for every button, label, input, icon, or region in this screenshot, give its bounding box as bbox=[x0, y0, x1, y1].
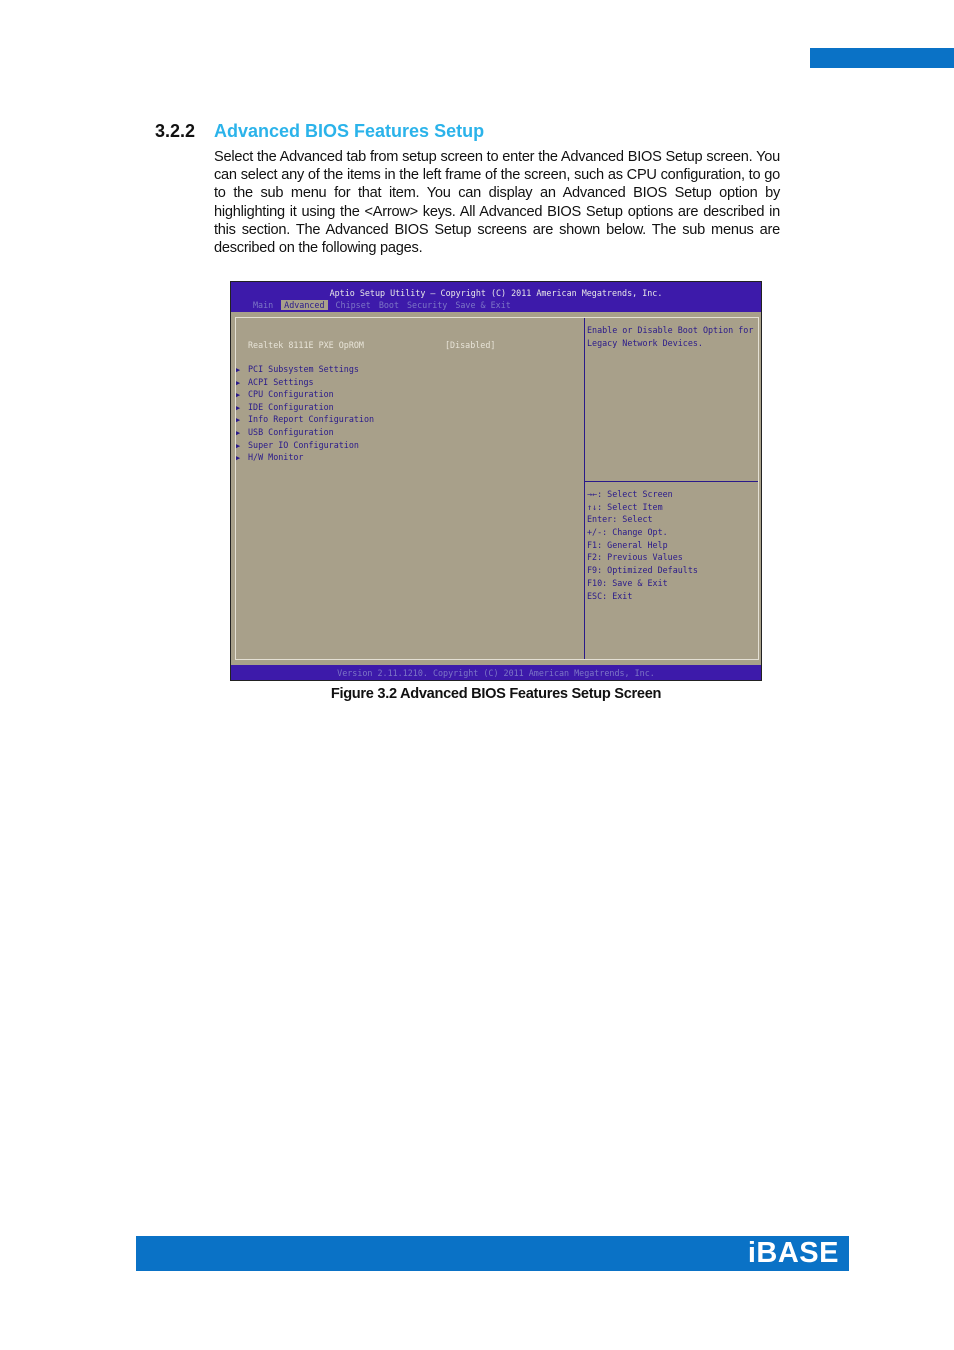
key-hint: F2: Previous Values bbox=[587, 552, 683, 563]
tab-main[interactable]: Main bbox=[253, 300, 274, 310]
key-hint: F10: Save & Exit bbox=[587, 577, 668, 588]
bios-left-frame bbox=[236, 318, 585, 659]
intro-paragraph: Select the Advanced tab from setup screen to enter the Advanced BIOS Setup screen. You can select any of the items in the left frame of the screen, such as CPU configuration, to go to the sub menu for that item. You can display an Advanced BIOS Setup option by highlighting it using the <Arrow> keys. All Advanced BIOS Setup options are described in this section. The Advanced BIOS Setup screens are shown below. The sub menus are described on the following pages. bbox=[214, 149, 780, 257]
submenu-pci-subsystem[interactable]: ▶ PCI Subsystem Settings bbox=[236, 364, 359, 374]
submenu-acpi[interactable]: ▶ ACPI Settings bbox=[236, 376, 314, 387]
submenu-cpu[interactable]: ▶ CPU Configuration bbox=[236, 389, 334, 400]
submenu-super-io[interactable]: ▶ Super IO Configuration bbox=[236, 439, 359, 450]
key-hint: ESC: Exit bbox=[587, 590, 633, 601]
key-hint: →←: Select Screen bbox=[587, 489, 673, 499]
triangle-right-icon: ▶ bbox=[236, 454, 241, 463]
key-hint: F1: General Help bbox=[587, 539, 668, 550]
bios-titlebar bbox=[231, 282, 761, 312]
triangle-right-icon: ▶ bbox=[236, 403, 241, 412]
header-accent-bar bbox=[810, 48, 954, 68]
bios-help-frame bbox=[585, 318, 758, 659]
section-number: 3.2.2 bbox=[155, 121, 196, 141]
help-divider bbox=[585, 481, 758, 482]
key-legend bbox=[587, 489, 698, 603]
tab-advanced[interactable]: Advanced bbox=[281, 300, 327, 310]
option-label: Realtek 8111E PXE OpROM bbox=[248, 340, 364, 350]
bios-body bbox=[235, 317, 759, 660]
tab-save-exit[interactable]: Save & Exit bbox=[455, 300, 511, 310]
bios-screenshot bbox=[230, 281, 762, 681]
section-heading bbox=[155, 121, 484, 145]
key-hint: +/-: Change Opt. bbox=[587, 527, 668, 538]
triangle-right-icon: ▶ bbox=[236, 391, 241, 400]
bios-tab-bar bbox=[253, 300, 511, 310]
tab-boot[interactable]: Boot bbox=[378, 300, 399, 310]
ibase-logo: iBASE bbox=[747, 1237, 839, 1269]
submenu-usb[interactable]: ▶ USB Configuration bbox=[236, 426, 334, 437]
tab-chipset[interactable]: Chipset bbox=[335, 300, 371, 310]
footer-bar bbox=[136, 1236, 849, 1271]
help-text: Enable or Disable Boot Option for Legacy Network Devices. bbox=[587, 325, 754, 348]
triangle-right-icon: ▶ bbox=[236, 366, 241, 374]
pxe-oprom-option[interactable] bbox=[248, 340, 578, 350]
figure-caption: Figure 3.2 Advanced BIOS Features Setup Screen bbox=[330, 686, 662, 702]
triangle-right-icon: ▶ bbox=[236, 428, 241, 437]
submenu-hw-monitor[interactable]: ▶ H/W Monitor bbox=[236, 452, 304, 463]
bios-version-text: Version 2.11.1210. Copyright (C) 2011 American Megatrends, Inc. bbox=[337, 668, 655, 678]
key-hint: ↑↓: Select Item bbox=[587, 501, 663, 512]
bios-title: Aptio Setup Utility – Copyright (C) 2011 American Megatrends, Inc. bbox=[329, 288, 663, 298]
section-title: Advanced BIOS Features Setup bbox=[214, 121, 485, 141]
key-hint: Enter: Select bbox=[587, 514, 653, 525]
bios-footer bbox=[231, 665, 761, 680]
submenu-info-report[interactable]: ▶ Info Report Configuration bbox=[236, 414, 375, 425]
triangle-right-icon: ▶ bbox=[236, 416, 241, 425]
key-hint: F9: Optimized Defaults bbox=[587, 565, 698, 576]
tab-security[interactable]: Security bbox=[406, 300, 448, 310]
submenu-ide[interactable]: ▶ IDE Configuration bbox=[236, 401, 334, 412]
option-value[interactable]: [Disabled] bbox=[445, 340, 496, 350]
triangle-right-icon: ▶ bbox=[236, 441, 241, 450]
triangle-right-icon: ▶ bbox=[236, 378, 241, 387]
submenu-list bbox=[236, 364, 374, 465]
